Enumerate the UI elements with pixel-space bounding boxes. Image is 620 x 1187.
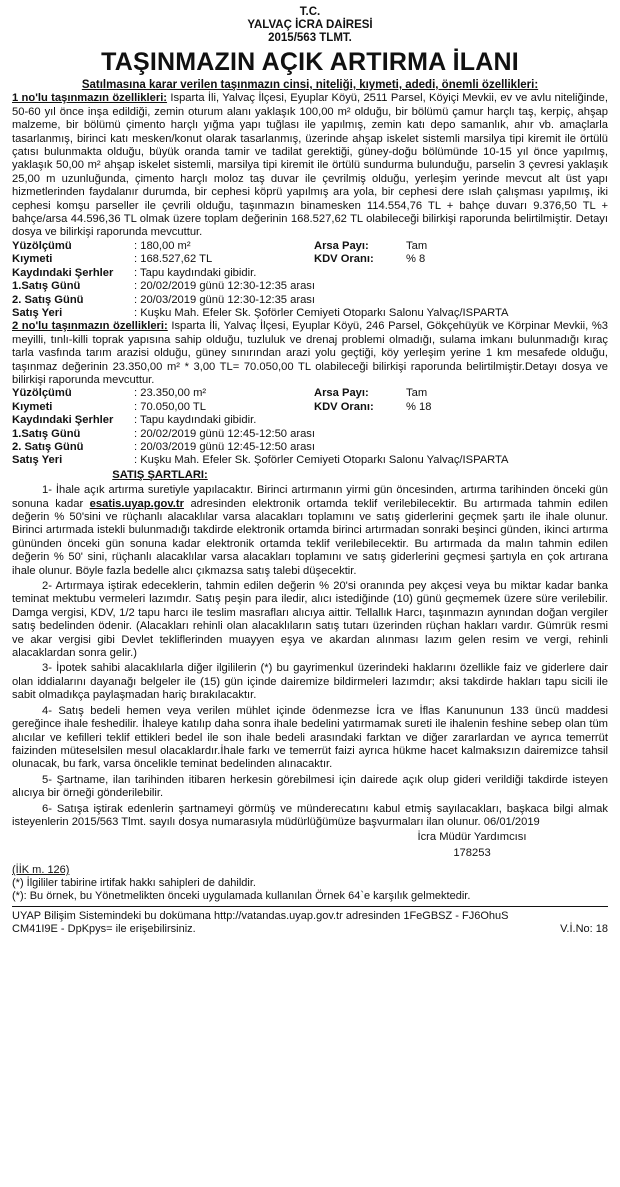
footer-note-2: (*): Bu örnek, bu Yönetmelikten önceki uygulamada kullanılan Örnek 64`e karşılık gelmektedir. (12, 890, 471, 903)
property2-share-value: Tam (406, 387, 428, 400)
condition-1-text-after: adresinden elektronik ortamda teklif verilebilecektir. Bu artırmada tahmin edilen değerin % 50'sini ve rüçhanlı alacaklılar varsa alacakları toplamını ve satış giderlerini geçmek şartı ile ihale olunur. Birinci artırmada istekli bulunmadığı takdirde elektronik ortamda birinci artırmadan sonraki beşinci günden, ikinci artırma gününden önceki gün sonuna kadar elektronik ortamda teklif verilebilecektir. Bu artırmada da malın tahmin edilen değerin % 50' sini, rüçhanlı alacaklılar varsa alacakları toplamını ve satış giderlerini geçmesi şartıyla en çok artırana ihale olunur. Böyle fazla bedelle alıcı çıkmazsa satış talebi düşecektir. (12, 497, 609, 577)
property1-description-block (12, 92, 608, 239)
property1-sale1-row (12, 280, 608, 293)
property1-share-value: Tam (406, 239, 428, 252)
property1-kdv-value: % 8 (406, 253, 426, 266)
property2-sale2-row (12, 441, 608, 454)
property1-area-row (12, 240, 608, 253)
property2-sale1-value: : 20/02/2019 günü 12:45-12:50 arası (134, 427, 316, 440)
property1-area-value: : 180,00 m² (134, 239, 191, 252)
property1-value-value: : 168.527,62 TL (134, 253, 213, 266)
property1-record-label: Kaydındaki Şerhler (12, 266, 114, 279)
property1-sale2-value: : 20/03/2019 günü 12:30-12:35 arası (134, 293, 316, 306)
property2-record-row (12, 414, 608, 427)
property1-value-row (12, 253, 608, 266)
property2-value-row (12, 401, 608, 414)
property2-area-value: : 23.350,00 m² (134, 387, 207, 400)
property2-sale2-value: : 20/03/2019 günü 12:45-12:50 arası (134, 440, 316, 453)
property2-description-block (12, 320, 608, 387)
condition-5: 5- Şartname, ilan tarihinden itibaren herkesin görebilmesi için dairede açık olup gideri verildiği takdirde isteyen alıcıya bir örneği gönderilebilir. (12, 773, 608, 800)
signature-title: İcra Müdür Yardımcısı (417, 831, 527, 844)
footer-ref: (İİK m. 126) (12, 864, 70, 877)
condition-3: 3- İpotek sahibi alacaklılarla diğer ilgililerin (*) bu gayrimenkul üzerindeki haklarını özellikle faiz ve giderlere dair olan iddialarını dayanağı belgeler ile (15) gün içinde dairemize bildirmeleri lazımdır; aksi takdirde hakları tapu sicili ile sabit olmadıkça paylaşmadan hariç bırakılacaktır. (12, 662, 608, 702)
property2-place-value: : Kuşku Mah. Efeler Sk. Şoförler Cemiyeti Otoparkı Salonu Yalvaç/ISPARTA (134, 454, 509, 467)
subheading: Satılmasına karar verilen taşınmazın cinsi, niteliği, kıymeti, adedi, önemli özellikleri: (81, 79, 539, 91)
property1-share-label: Arsa Payı: (314, 239, 369, 252)
property1-place-label: Satış Yeri (12, 306, 63, 319)
property1-sale1-label: 1.Satış Günü (12, 280, 81, 293)
property2-area-row (12, 387, 608, 400)
property2-description: Isparta İli, Yalvaç İlçesi, Eyuplar Köyü, 246 Parsel, Gökçehüyük ve Körpinar Mevkii, %3 meyilli, tınlı-killi toprak yapısına sahip olduğu, tuzluluk ve drenaj problemi olmadığı, sulama imkanı bulunmadığı kıraç tarla vasfında tarım arazisi olduğu, güney sınırından arazi yolu geçtiği, köy yerleşim yerine 1 km mesafede olduğu, taşınmaz değerinin 23.350,00 m² * 3,00 TL= 70.050,00 TL olabileceği bilirkişi raporunda belirtilmiştir.Detayı dosya ve bilirkişi raporunda mevcuttur. (12, 320, 609, 386)
condition-6: 6- Satışa iştirak edenlerin şartnameyi görmüş ve münderecatını kabul etmiş sayılacakları, başkaca bilgi almak isteyenlerin 2015/563 Tlmt. sayılı dosya numarasıyla müdürlüğümüze başvurmaları ilan olunur. 06/01/2019 (12, 802, 608, 828)
property1-place-value: : Kuşku Mah. Efeler Sk. Şoförler Cemiyeti Otoparkı Salonu Yalvaç/ISPARTA (134, 306, 509, 319)
condition-2: 2- Artırmaya iştirak edeceklerin, tahmin edilen değerin % 20'si oranında pey akçesi veya bu miktar kadar banka teminat mektubu vermeleri lazımdır. Satış peşin para iledir, alıcı istediğinde (10) günü geçmemek üzere süre verilebilir. Damga vergisi, KDV, 1/2 tapu harcı ile teslim masrafları alıcıya aittir. Tellallık Harcı, taşınmazın aynından doğan vergiler satış bedelinden ödenir. (Alacakları rehinli olan alacaklıların satış tutarı üzerinden rüçhan hakları vardır. Gümrük resmi ve akar vergisi gibi Devlet tekliflerinden muayyen eşya ve akardan alınması lazım gelen resim ve vergi, rehinli alacaklardan sonra gelir.) (12, 580, 608, 660)
property2-share-label: Arsa Payı: (314, 387, 369, 400)
property2-area-label: Yüzölçümü (12, 387, 72, 400)
property1-place-row (12, 307, 608, 320)
uyap-line-2 (12, 923, 608, 936)
property1-sale2-label: 2. Satış Günü (12, 293, 84, 306)
property1-sale1-value: : 20/02/2019 günü 12:30-12:35 arası (134, 280, 316, 293)
property1-sale2-row (12, 294, 608, 307)
footer-divider (12, 906, 608, 907)
vi-number: V.İ.No: 18 (560, 923, 608, 936)
property2-kdv-value: % 18 (406, 400, 432, 413)
property2-record-value: : Tapu kaydındaki gibidir. (134, 414, 257, 427)
header-file-no: 2015/563 TLMT. (268, 32, 352, 44)
property1-record-row (12, 267, 608, 280)
property2-place-label: Satış Yeri (12, 454, 63, 467)
property1-heading: 1 no'lu taşınmazın özellikleri: (12, 92, 168, 105)
footer-note-1: (*) İlgililer tabirine irtifak hakkı sahipleri de dahildir. (12, 877, 256, 890)
condition-4: 4- Satış bedeli hemen veya verilen mühlet içinde ödenmezse İcra ve İflas Kanununun 133 üncü maddesi gereğince ihale feshedilir. İhaleye katılıp daha sonra ihale bedelini yatırmamak sureti ile ihalenin feshine sebep olan tüm alıcılar ve kefilleri teklif ettikleri bedel ile son ihale bedeli arasındaki farktan ve diğer zararlardan ve ayrıca temerrüt faizinden müteselsilen mesul olacaklardır.İhale farkı ve temerrüt faizi ayrıca hükme hacet kalmaksızın dairemizce tahsil olunacak, bu fark, varsa öncelikle teminat bedelinden alınacaktır. (12, 704, 608, 771)
condition-1 (12, 484, 608, 578)
property1-value-label: Kıymeti (12, 253, 53, 266)
property2-value-value: : 70.050,00 TL (134, 400, 206, 413)
signature-number: 178253 (453, 846, 491, 859)
property2-heading: 2 no'lu taşınmazın özellikleri: (12, 320, 168, 333)
property1-kdv-label: KDV Oranı: (314, 253, 374, 266)
uyap-line-1: UYAP Bilişim Sistemindeki bu dokümana http://vatandas.uyap.gov.tr adresinden 1FeGBSZ - FJ6OhuS (12, 910, 509, 923)
condition-1-text-before: 1- İhale açık artırma suretiyle yapılacaktır. Birinci artırmanın yirmi gün öncesinden, artırma tarihinden önceki gün sonuna kadar (12, 484, 608, 510)
header-office: YALVAÇ İCRA DAİRESİ (247, 19, 373, 31)
conditions-heading: SATIŞ ŞARTLARI: (112, 468, 208, 481)
header-tc: T.C. (299, 6, 321, 18)
property2-value-label: Kıymeti (12, 400, 53, 413)
property2-record-label: Kaydındaki Şerhler (12, 414, 114, 427)
esatis-link[interactable]: esatis.uyap.gov.tr (89, 497, 184, 510)
property1-description: Isparta İli, Yalvaç İlçesi, Eyuplar Köyü, 2511 Parsel, Köyiçi Mevkii, ev ve avlu niteliğinde, 50-60 yıl önce inşa edildiği, zemin oturum alanı yaklaşık 100,00 m² olduğu, bir bölümü çamur harçlı taş, kerpiç, ahşap malzeme, bir bölümü çimento harçlı yığma yapı tuğlası ile yapılmış, zemin katı depo samanlık, ahır vb. amaçlarla tasarlanmış, birinci katı mesken/konut olarak tasarlanmış, üzerinde ahşap iskelet sistemli marsilya tipi kiremit ile örtülü çatısı bulunmakta olduğu, büyük oranda tamir ve tadilat gerektiği, güney-doğu bölümünde 10-15 yıl önce yapılmış, yaklaşık 50,00 m² ahşap iskelet sistemli, marsilya tipi kiremit ile örtülü sundurma bulunduğu, parselin 3 çevresi yaklaşık 25,00 m uzunluğunda, çimento harçlı moloz taş duvar ile çevrilmiş olduğu, yerleşim yerinde mevcut alt üst yapı hizmetlerinden faydalanır durumda, bir cephesi köprü yapılmış ara yola, bir cephesi dere ıslah çalışması yapılmış, iki cephesi komşu parseller ile çevrili olduğu, taşınmazın binamesken 114.554,76 TL + bahçe duvarı 9.376,50 TL + bahçe/arsa 44.596,36 TL olmak üzere toplam değerinin 168.527,62 TL olabileceği bilirkişi raporunda belirtilmiştir. Detayı dosya ve bilirkişi raporunda mevcuttur. (12, 92, 608, 239)
uyap-access-code: CM41I9E - DpKpys= ile erişebilirsiniz. (12, 923, 196, 936)
property2-sale1-label: 1.Satış Günü (12, 427, 81, 440)
property2-kdv-label: KDV Oranı: (314, 400, 374, 413)
page-title: TAŞINMAZIN AÇIK ARTIRMA İLANI (101, 48, 519, 76)
property1-record-value: : Tapu kaydındaki gibidir. (134, 266, 257, 279)
property2-place-row (12, 454, 608, 467)
property2-sale1-row (12, 428, 608, 441)
property2-sale2-label: 2. Satış Günü (12, 440, 84, 453)
property1-area-label: Yüzölçümü (12, 239, 72, 252)
